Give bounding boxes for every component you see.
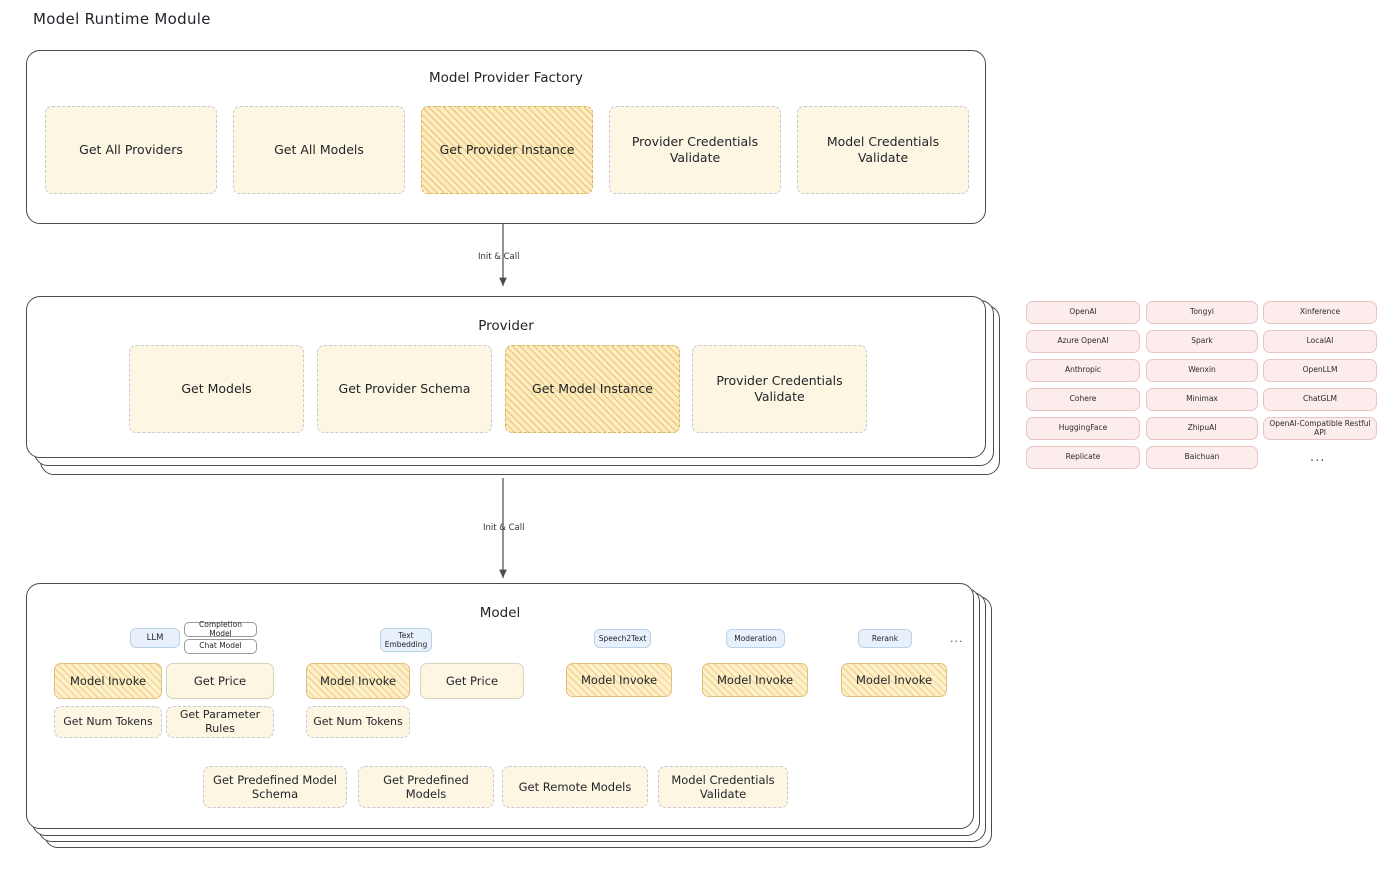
model-type-speech2text[interactable]: Speech2Text xyxy=(594,629,651,648)
op-llm-get-parameter-rules[interactable]: Get Parameter Rules xyxy=(166,706,274,738)
edge-label-factory-provider: Init & Call xyxy=(478,252,520,262)
provider-pill-azure-openai[interactable]: Azure OpenAI xyxy=(1026,330,1140,353)
provider-pill-wenxin[interactable]: Wenxin xyxy=(1146,359,1258,382)
node-get-all-providers[interactable]: Get All Providers xyxy=(45,106,217,194)
model-type-completion-model[interactable]: Completion Model xyxy=(184,622,257,637)
model-type-llm[interactable]: LLM xyxy=(130,628,180,648)
page-title: Model Runtime Module xyxy=(33,10,211,28)
provider-pill-tongyi[interactable]: Tongyi xyxy=(1146,301,1258,324)
provider-pill-anthropic[interactable]: Anthropic xyxy=(1026,359,1140,382)
op-embedding-get-num-tokens[interactable]: Get Num Tokens xyxy=(306,706,410,738)
provider-title: Provider xyxy=(478,318,534,334)
provider-list-more: ... xyxy=(1310,450,1326,465)
model-type-rerank[interactable]: Rerank xyxy=(858,629,912,648)
model-title: Model xyxy=(479,605,521,621)
model-provider-factory-title: Model Provider Factory xyxy=(428,70,583,86)
model-group xyxy=(26,583,974,829)
node-provider-credentials-validate[interactable]: Provider Credentials Validate xyxy=(609,106,781,194)
provider-pill-chatglm[interactable]: ChatGLM xyxy=(1263,388,1377,411)
provider-pill-spark[interactable]: Spark xyxy=(1146,330,1258,353)
node-get-provider-schema[interactable]: Get Provider Schema xyxy=(317,345,492,433)
provider-pill-openai-compatible[interactable]: OpenAI-Compatible Restful API xyxy=(1263,417,1377,440)
op-get-remote-models[interactable]: Get Remote Models xyxy=(502,766,648,808)
node-get-models[interactable]: Get Models xyxy=(129,345,304,433)
op-rerank-model-invoke[interactable]: Model Invoke xyxy=(841,663,947,697)
provider-pill-xinference[interactable]: Xinference xyxy=(1263,301,1377,324)
op-llm-get-price[interactable]: Get Price xyxy=(166,663,274,699)
op-model-credentials-validate[interactable]: Model Credentials Validate xyxy=(658,766,788,808)
model-type-text-embedding[interactable]: Text Embedding xyxy=(380,628,432,652)
node-provider-credentials-validate-2[interactable]: Provider Credentials Validate xyxy=(692,345,867,433)
op-embedding-get-price[interactable]: Get Price xyxy=(420,663,524,699)
provider-pill-zhipuai[interactable]: ZhipuAI xyxy=(1146,417,1258,440)
node-get-provider-instance[interactable]: Get Provider Instance xyxy=(421,106,593,194)
op-speech2text-model-invoke[interactable]: Model Invoke xyxy=(566,663,672,697)
op-llm-model-invoke[interactable]: Model Invoke xyxy=(54,663,162,699)
provider-pill-minimax[interactable]: Minimax xyxy=(1146,388,1258,411)
node-get-model-instance[interactable]: Get Model Instance xyxy=(505,345,680,433)
provider-pill-cohere[interactable]: Cohere xyxy=(1026,388,1140,411)
provider-pill-openai[interactable]: OpenAI xyxy=(1026,301,1140,324)
model-types-more: ... xyxy=(950,632,964,645)
provider-pill-replicate[interactable]: Replicate xyxy=(1026,446,1140,469)
node-model-credentials-validate[interactable]: Model Credentials Validate xyxy=(797,106,969,194)
model-type-chat-model[interactable]: Chat Model xyxy=(184,639,257,654)
model-type-moderation[interactable]: Moderation xyxy=(726,629,785,648)
provider-pill-baichuan[interactable]: Baichuan xyxy=(1146,446,1258,469)
op-get-predefined-models[interactable]: Get Predefined Models xyxy=(358,766,494,808)
op-moderation-model-invoke[interactable]: Model Invoke xyxy=(702,663,808,697)
op-get-predefined-model-schema[interactable]: Get Predefined Model Schema xyxy=(203,766,347,808)
provider-pill-huggingface[interactable]: HuggingFace xyxy=(1026,417,1140,440)
provider-pill-localai[interactable]: LocalAI xyxy=(1263,330,1377,353)
provider-pill-openllm[interactable]: OpenLLM xyxy=(1263,359,1377,382)
op-embedding-model-invoke[interactable]: Model Invoke xyxy=(306,663,410,699)
op-llm-get-num-tokens[interactable]: Get Num Tokens xyxy=(54,706,162,738)
node-get-all-models[interactable]: Get All Models xyxy=(233,106,405,194)
edge-label-provider-model: Init & Call xyxy=(483,523,525,533)
